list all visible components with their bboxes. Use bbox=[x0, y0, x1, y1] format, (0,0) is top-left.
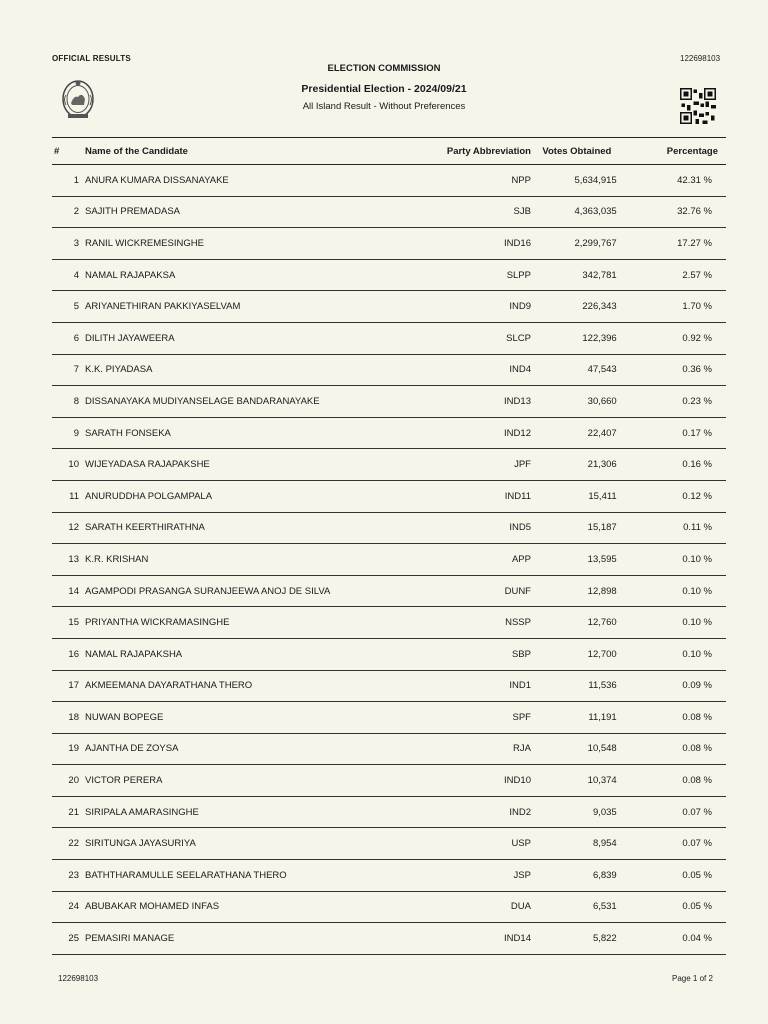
table-row bbox=[52, 702, 726, 734]
row-number: 4 bbox=[52, 259, 85, 291]
row-number: 22 bbox=[52, 828, 85, 860]
party-abbreviation: IND12 bbox=[411, 417, 537, 449]
candidate-name: NUWAN BOPEGE bbox=[85, 702, 411, 734]
candidate-name: PEMASIRI MANAGE bbox=[85, 923, 411, 955]
votes-obtained: 22,407 bbox=[537, 417, 621, 449]
votes-obtained: 6,839 bbox=[537, 860, 621, 892]
party-abbreviation: IND5 bbox=[411, 512, 537, 544]
table-row bbox=[52, 796, 726, 828]
row-number: 10 bbox=[52, 449, 85, 481]
votes-obtained: 226,343 bbox=[537, 291, 621, 323]
candidate-name: ARIYANETHIRAN PAKKIYASELVAM bbox=[85, 291, 411, 323]
candidate-name: AGAMPODI PRASANGA SURANJEEWA ANOJ DE SILVA bbox=[85, 575, 411, 607]
row-number: 24 bbox=[52, 891, 85, 923]
table-row bbox=[52, 607, 726, 639]
table-row bbox=[52, 354, 726, 386]
candidate-name: SARATH FONSEKA bbox=[85, 417, 411, 449]
votes-obtained: 5,634,915 bbox=[537, 165, 621, 197]
party-abbreviation: JPF bbox=[411, 449, 537, 481]
party-abbreviation: IND2 bbox=[411, 796, 537, 828]
vote-percentage: 17.27 % bbox=[621, 228, 726, 260]
candidate-name: VICTOR PERERA bbox=[85, 765, 411, 797]
vote-percentage: 0.08 % bbox=[621, 765, 726, 797]
table-header-row bbox=[52, 138, 726, 165]
vote-percentage: 0.04 % bbox=[621, 923, 726, 955]
row-number: 13 bbox=[52, 544, 85, 576]
vote-percentage: 0.16 % bbox=[621, 449, 726, 481]
vote-percentage: 0.17 % bbox=[621, 417, 726, 449]
row-number: 7 bbox=[52, 354, 85, 386]
party-abbreviation: IND9 bbox=[411, 291, 537, 323]
table-row bbox=[52, 228, 726, 260]
vote-percentage: 0.08 % bbox=[621, 702, 726, 734]
votes-obtained: 11,191 bbox=[537, 702, 621, 734]
row-number: 11 bbox=[52, 480, 85, 512]
row-number: 1 bbox=[52, 165, 85, 197]
table-row bbox=[52, 670, 726, 702]
candidate-name: PRIYANTHA WICKRAMASINGHE bbox=[85, 607, 411, 639]
party-abbreviation: IND1 bbox=[411, 670, 537, 702]
candidate-name: ANURA KUMARA DISSANAYAKE bbox=[85, 165, 411, 197]
party-abbreviation: IND4 bbox=[411, 354, 537, 386]
vote-percentage: 0.09 % bbox=[621, 670, 726, 702]
votes-obtained: 11,536 bbox=[537, 670, 621, 702]
party-abbreviation: IND16 bbox=[411, 228, 537, 260]
votes-obtained: 4,363,035 bbox=[537, 196, 621, 228]
candidate-name: AJANTHA DE ZOYSA bbox=[85, 733, 411, 765]
votes-obtained: 47,543 bbox=[537, 354, 621, 386]
vote-percentage: 0.10 % bbox=[621, 544, 726, 576]
votes-obtained: 15,187 bbox=[537, 512, 621, 544]
votes-obtained: 30,660 bbox=[537, 386, 621, 418]
vote-percentage: 0.92 % bbox=[621, 322, 726, 354]
votes-obtained: 15,411 bbox=[537, 480, 621, 512]
party-abbreviation: DUA bbox=[411, 891, 537, 923]
results-table bbox=[52, 137, 726, 955]
party-abbreviation: DUNF bbox=[411, 575, 537, 607]
row-number: 3 bbox=[52, 228, 85, 260]
vote-percentage: 0.11 % bbox=[621, 512, 726, 544]
column-header-votes: Votes Obtained bbox=[537, 138, 621, 165]
vote-percentage: 0.10 % bbox=[621, 638, 726, 670]
candidate-name: BATHTHARAMULLE SEELARATHANA THERO bbox=[85, 860, 411, 892]
vote-percentage: 42.31 % bbox=[621, 165, 726, 197]
votes-obtained: 342,781 bbox=[537, 259, 621, 291]
table-row bbox=[52, 765, 726, 797]
row-number: 25 bbox=[52, 923, 85, 955]
votes-obtained: 8,954 bbox=[537, 828, 621, 860]
vote-percentage: 32.76 % bbox=[621, 196, 726, 228]
table-row bbox=[52, 512, 726, 544]
table-row bbox=[52, 165, 726, 197]
votes-obtained: 12,760 bbox=[537, 607, 621, 639]
vote-percentage: 0.10 % bbox=[621, 575, 726, 607]
votes-obtained: 13,595 bbox=[537, 544, 621, 576]
table-row bbox=[52, 449, 726, 481]
candidate-name: SAJITH PREMADASA bbox=[85, 196, 411, 228]
vote-percentage: 0.36 % bbox=[621, 354, 726, 386]
column-header-percentage: Percentage bbox=[621, 138, 726, 165]
row-number: 16 bbox=[52, 638, 85, 670]
official-results-label: OFFICIAL RESULTS bbox=[52, 54, 131, 63]
candidate-name: NAMAL RAJAPAKSHA bbox=[85, 638, 411, 670]
vote-percentage: 2.57 % bbox=[621, 259, 726, 291]
vote-percentage: 1.70 % bbox=[621, 291, 726, 323]
vote-percentage: 0.12 % bbox=[621, 480, 726, 512]
row-number: 23 bbox=[52, 860, 85, 892]
candidate-name: SIRIPALA AMARASINGHE bbox=[85, 796, 411, 828]
row-number: 18 bbox=[52, 702, 85, 734]
page-number: Page 1 of 2 bbox=[672, 974, 713, 983]
column-header-candidate: Name of the Candidate bbox=[85, 138, 411, 165]
vote-percentage: 0.07 % bbox=[621, 796, 726, 828]
party-abbreviation: JSP bbox=[411, 860, 537, 892]
party-abbreviation: NPP bbox=[411, 165, 537, 197]
vote-percentage: 0.23 % bbox=[621, 386, 726, 418]
row-number: 6 bbox=[52, 322, 85, 354]
table-row bbox=[52, 891, 726, 923]
party-abbreviation: RJA bbox=[411, 733, 537, 765]
candidate-name: K.R. KRISHAN bbox=[85, 544, 411, 576]
row-number: 21 bbox=[52, 796, 85, 828]
column-header-number: # bbox=[52, 138, 85, 165]
page-title: Presidential Election - 2024/09/21 bbox=[301, 83, 467, 95]
vote-percentage: 0.08 % bbox=[621, 733, 726, 765]
table-row bbox=[52, 259, 726, 291]
table-row bbox=[52, 733, 726, 765]
row-number: 8 bbox=[52, 386, 85, 418]
vote-percentage: 0.05 % bbox=[621, 891, 726, 923]
row-number: 12 bbox=[52, 512, 85, 544]
candidate-name: DILITH JAYAWEERA bbox=[85, 322, 411, 354]
candidate-name: SARATH KEERTHIRATHNA bbox=[85, 512, 411, 544]
table-row bbox=[52, 196, 726, 228]
votes-obtained: 12,700 bbox=[537, 638, 621, 670]
votes-obtained: 9,035 bbox=[537, 796, 621, 828]
party-abbreviation: NSSP bbox=[411, 607, 537, 639]
row-number: 20 bbox=[52, 765, 85, 797]
votes-obtained: 2,299,767 bbox=[537, 228, 621, 260]
votes-obtained: 21,306 bbox=[537, 449, 621, 481]
candidate-name: SIRITUNGA JAYASURIYA bbox=[85, 828, 411, 860]
candidate-name: ABUBAKAR MOHAMED INFAS bbox=[85, 891, 411, 923]
table-row bbox=[52, 386, 726, 418]
qr-code-icon bbox=[680, 88, 716, 124]
table-row bbox=[52, 544, 726, 576]
candidate-name: K.K. PIYADASA bbox=[85, 354, 411, 386]
row-number: 17 bbox=[52, 670, 85, 702]
votes-obtained: 122,396 bbox=[537, 322, 621, 354]
page-subtitle: All Island Result - Without Preferences bbox=[302, 101, 466, 112]
party-abbreviation: IND13 bbox=[411, 386, 537, 418]
table-row bbox=[52, 480, 726, 512]
organization-heading: ELECTION COMMISSION bbox=[327, 63, 441, 74]
party-abbreviation: IND10 bbox=[411, 765, 537, 797]
votes-obtained: 5,822 bbox=[537, 923, 621, 955]
votes-obtained: 12,898 bbox=[537, 575, 621, 607]
candidate-name: RANIL WICKREMESINGHE bbox=[85, 228, 411, 260]
vote-percentage: 0.05 % bbox=[621, 860, 726, 892]
table-row bbox=[52, 860, 726, 892]
candidate-name: NAMAL RAJAPAKSA bbox=[85, 259, 411, 291]
document-id-top: 122698103 bbox=[680, 54, 721, 63]
party-abbreviation: SBP bbox=[411, 638, 537, 670]
votes-obtained: 10,548 bbox=[537, 733, 621, 765]
party-abbreviation: SLPP bbox=[411, 259, 537, 291]
table-row bbox=[52, 575, 726, 607]
row-number: 9 bbox=[52, 417, 85, 449]
candidate-name: AKMEEMANA DAYARATHANA THERO bbox=[85, 670, 411, 702]
document-id-footer: 122698103 bbox=[58, 974, 99, 983]
votes-obtained: 10,374 bbox=[537, 765, 621, 797]
table-row bbox=[52, 322, 726, 354]
table-row bbox=[52, 417, 726, 449]
row-number: 19 bbox=[52, 733, 85, 765]
table-row bbox=[52, 923, 726, 955]
party-abbreviation: APP bbox=[411, 544, 537, 576]
party-abbreviation: SPF bbox=[411, 702, 537, 734]
party-abbreviation: IND11 bbox=[411, 480, 537, 512]
row-number: 5 bbox=[52, 291, 85, 323]
candidate-name: WIJEYADASA RAJAPAKSHE bbox=[85, 449, 411, 481]
votes-obtained: 6,531 bbox=[537, 891, 621, 923]
vote-percentage: 0.07 % bbox=[621, 828, 726, 860]
vote-percentage: 0.10 % bbox=[621, 607, 726, 639]
party-abbreviation: SLCP bbox=[411, 322, 537, 354]
table-row bbox=[52, 828, 726, 860]
column-header-party: Party Abbreviation bbox=[411, 138, 537, 165]
table-row bbox=[52, 291, 726, 323]
party-abbreviation: IND14 bbox=[411, 923, 537, 955]
table-row bbox=[52, 638, 726, 670]
candidate-name: DISSANAYAKA MUDIYANSELAGE BANDARANAYAKE bbox=[85, 386, 411, 418]
row-number: 14 bbox=[52, 575, 85, 607]
row-number: 15 bbox=[52, 607, 85, 639]
party-abbreviation: SJB bbox=[411, 196, 537, 228]
row-number: 2 bbox=[52, 196, 85, 228]
party-abbreviation: USP bbox=[411, 828, 537, 860]
candidate-name: ANURUDDHA POLGAMPALA bbox=[85, 480, 411, 512]
